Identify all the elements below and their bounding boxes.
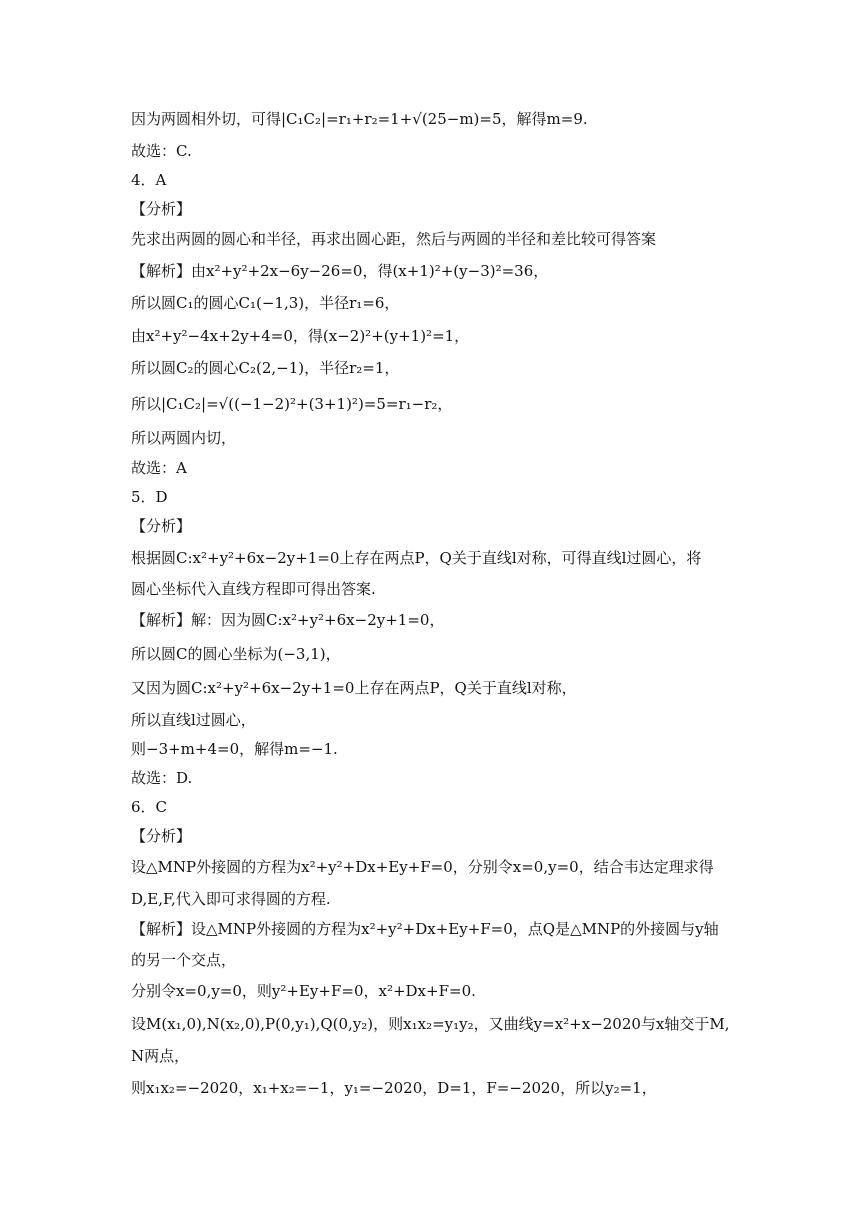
text-line: 设△MNP外接圆的方程为x²+y²+Dx+Ey+F=0，分别令x=0,y=0，结合韦达定理求得 [131,858,714,876]
text-line: 所以圆C的圆心坐标为(−3,1)， [131,645,341,663]
text-line: 所以直线l过圆心， [131,711,256,729]
solution-line: 【解析】解：因为圆C:x²+y²+6x−2y+1=0， [131,611,445,629]
text-line: 所以|C₁C₂|=√((−1−2)²+(3+1)²)=5=r₁−r₂， [131,395,453,413]
text-line: 所以两圆内切， [131,429,237,447]
text-line: 又因为圆C:x²+y²+6x−2y+1=0上存在两点P，Q关于直线l对称， [131,679,577,697]
text-line: 故选：C. [131,142,192,160]
text-line: 故选：D. [131,769,193,787]
text-line: 故选：A [131,459,187,477]
analysis-heading: 【分析】 [131,200,192,218]
text-line: 分别令x=0,y=0，则y²+Ey+F=0，x²+Dx+F=0. [131,982,476,1000]
text-line: 则−3+m+4=0，解得m=−1. [131,740,338,758]
text-line: N两点， [131,1047,190,1065]
answer-heading: 4．A [131,171,167,189]
text-line: 圆心坐标代入直线方程即可得出答案. [131,580,376,598]
text-line: 根据圆C:x²+y²+6x−2y+1=0上存在两点P，Q关于直线l对称，可得直线l过圆心，将 [131,549,702,567]
analysis-heading: 【分析】 [131,517,192,535]
text-line: 由x²+y²−4x+2y+4=0，得(x−2)²+(y+1)²=1， [131,327,470,345]
text-line: 先求出两圆的圆心和半径，再求出圆心距，然后与两圆的半径和差比较可得答案 [131,230,657,248]
text-line: 因为两圆相外切，可得|C₁C₂|=r₁+r₂=1+√(25−m)=5，解得m=9. [131,110,588,128]
text-line: 则x₁x₂=−2020，x₁+x₂=−1，y₁=−2020，D=1，F=−2020，所以y₂=1， [131,1079,657,1097]
text-line: 的另一个交点， [131,951,237,969]
text-line: 设M(x₁,0),N(x₂,0),P(0,y₁),Q(0,y₂)，则x₁x₂=y₁y₂，又曲线y=x²+x−2020与x轴交于M, [131,1015,730,1033]
text-line: 所以圆C₂的圆心C₂(2,−1)，半径r₂=1， [131,359,400,377]
solution-line: 【解析】由x²+y²+2x−6y−26=0，得(x+1)²+(y−3)²=36， [131,262,549,280]
text-line: D,E,F,代入即可求得圆的方程. [131,890,331,908]
answer-heading: 5．D [131,488,168,506]
analysis-heading: 【分析】 [131,827,192,845]
text-line: 所以圆C₁的圆心C₁(−1,3)，半径r₁=6， [131,294,400,312]
answer-heading: 6．C [131,798,168,816]
solution-line: 【解析】设△MNP外接圆的方程为x²+y²+Dx+Ey+F=0，点Q是△MNP的外接圆与y轴 [131,920,719,938]
